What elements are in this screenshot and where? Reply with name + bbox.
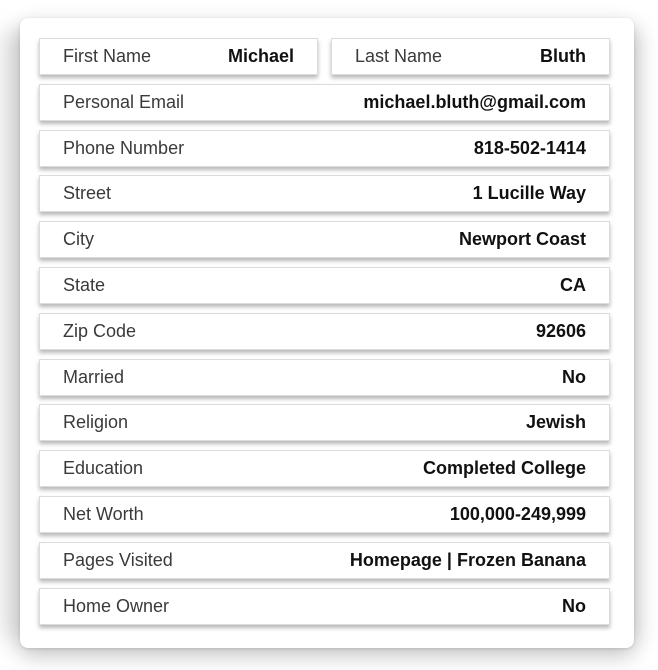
personal-email-field [39,84,610,121]
home-owner-field [39,588,610,625]
net-worth-value: 100,000-249,999 [449,503,586,524]
state-value: CA [560,274,586,295]
first-name-value: Michael [227,46,294,66]
net-worth-field [39,496,610,533]
education-label: Education [63,458,144,479]
last-name-field [331,38,610,75]
pages-visited-value: Homepage | Frozen Banana [349,549,586,570]
zip-code-label: Zip Code [63,320,137,341]
city-field [39,221,610,258]
phone-number-row [39,130,610,167]
education-row [39,450,610,487]
religion-field [39,404,610,441]
city-label: City [63,229,94,250]
net-worth-row [39,496,610,533]
home-owner-value: No [562,595,586,616]
married-value: No [562,366,586,387]
personal-email-value: michael.bluth@gmail.com [363,91,586,112]
street-value: 1 Lucille Way [472,183,586,204]
pages-visited-field [39,542,610,579]
state-row [39,267,610,304]
religion-row [39,404,610,441]
profile-fields [39,38,610,633]
zip-code-field [39,313,610,350]
phone-number-field [39,130,610,167]
religion-label: Religion [63,412,129,433]
city-value: Newport Coast [458,229,586,250]
first-name-field [39,38,318,75]
pages-visited-label: Pages Visited [63,549,173,570]
pages-visited-row [39,542,610,579]
married-field [39,359,610,396]
street-field [39,175,610,212]
home-owner-label: Home Owner [63,595,170,616]
zip-code-row [39,313,610,350]
name-row [39,38,610,75]
married-label: Married [63,366,125,387]
personal-email-row [39,84,610,121]
zip-code-value: 92606 [535,320,586,341]
first-name-label: First Name [63,46,152,66]
state-field [39,267,610,304]
phone-number-value: 818-502-1414 [473,137,586,158]
street-label: Street [63,183,112,204]
street-row [39,175,610,212]
education-value: Completed College [422,458,586,479]
city-row [39,221,610,258]
married-row [39,359,610,396]
education-field [39,450,610,487]
last-name-value: Bluth [540,46,586,66]
personal-email-label: Personal Email [63,91,185,112]
state-label: State [63,274,106,295]
religion-value: Jewish [525,412,586,433]
last-name-label: Last Name [355,46,443,66]
home-owner-row [39,588,610,625]
phone-number-label: Phone Number [63,137,185,158]
net-worth-label: Net Worth [63,503,144,524]
